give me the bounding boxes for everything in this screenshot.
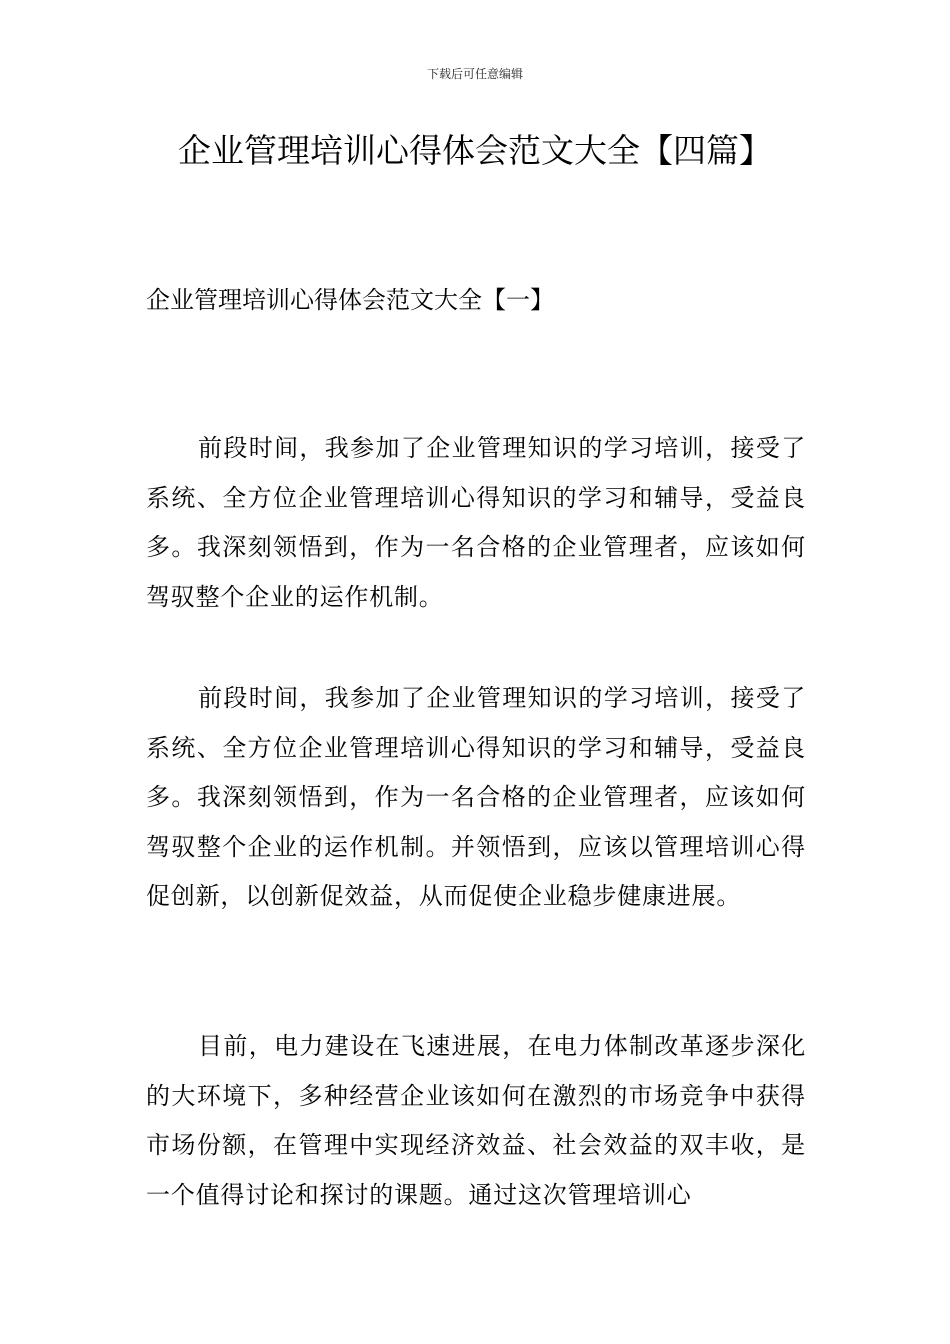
body-paragraph-3: 目前，电力建设在飞速进展，在电力体制改革逐步深化的大环境下，多种经营企业该如何在激烈的市场竞争中获得市场份额，在管理中实现经济效益、社会效益的双丰收，是一个值得讨论和探讨的课题。通过这次管理培训心 (146, 1032, 806, 1209)
section-heading: 企业管理培训心得体会范文大全【一】 (146, 286, 554, 314)
document-title: 企业管理培训心得体会范文大全【四篇】 (178, 131, 772, 170)
body-paragraph-2: 前段时间，我参加了企业管理知识的学习培训，接受了系统、全方位企业管理培训心得知识的学习和辅导，受益良多。我深刻领悟到，作为一名合格的企业管理者，应该如何驾驭整个企业的运作机制。并领悟到，应该以管理培训心得促创新，以创新促效益，从而促使企业稳步健康进展。 (146, 684, 806, 910)
body-paragraph-1: 前段时间，我参加了企业管理知识的学习培训，接受了系统、全方位企业管理培训心得知识的学习和辅导，受益良多。我深刻领悟到，作为一名合格的企业管理者，应该如何驾驭整个企业的运作机制。 (146, 434, 806, 611)
header-note: 下载后可任意编辑 (426, 67, 523, 81)
